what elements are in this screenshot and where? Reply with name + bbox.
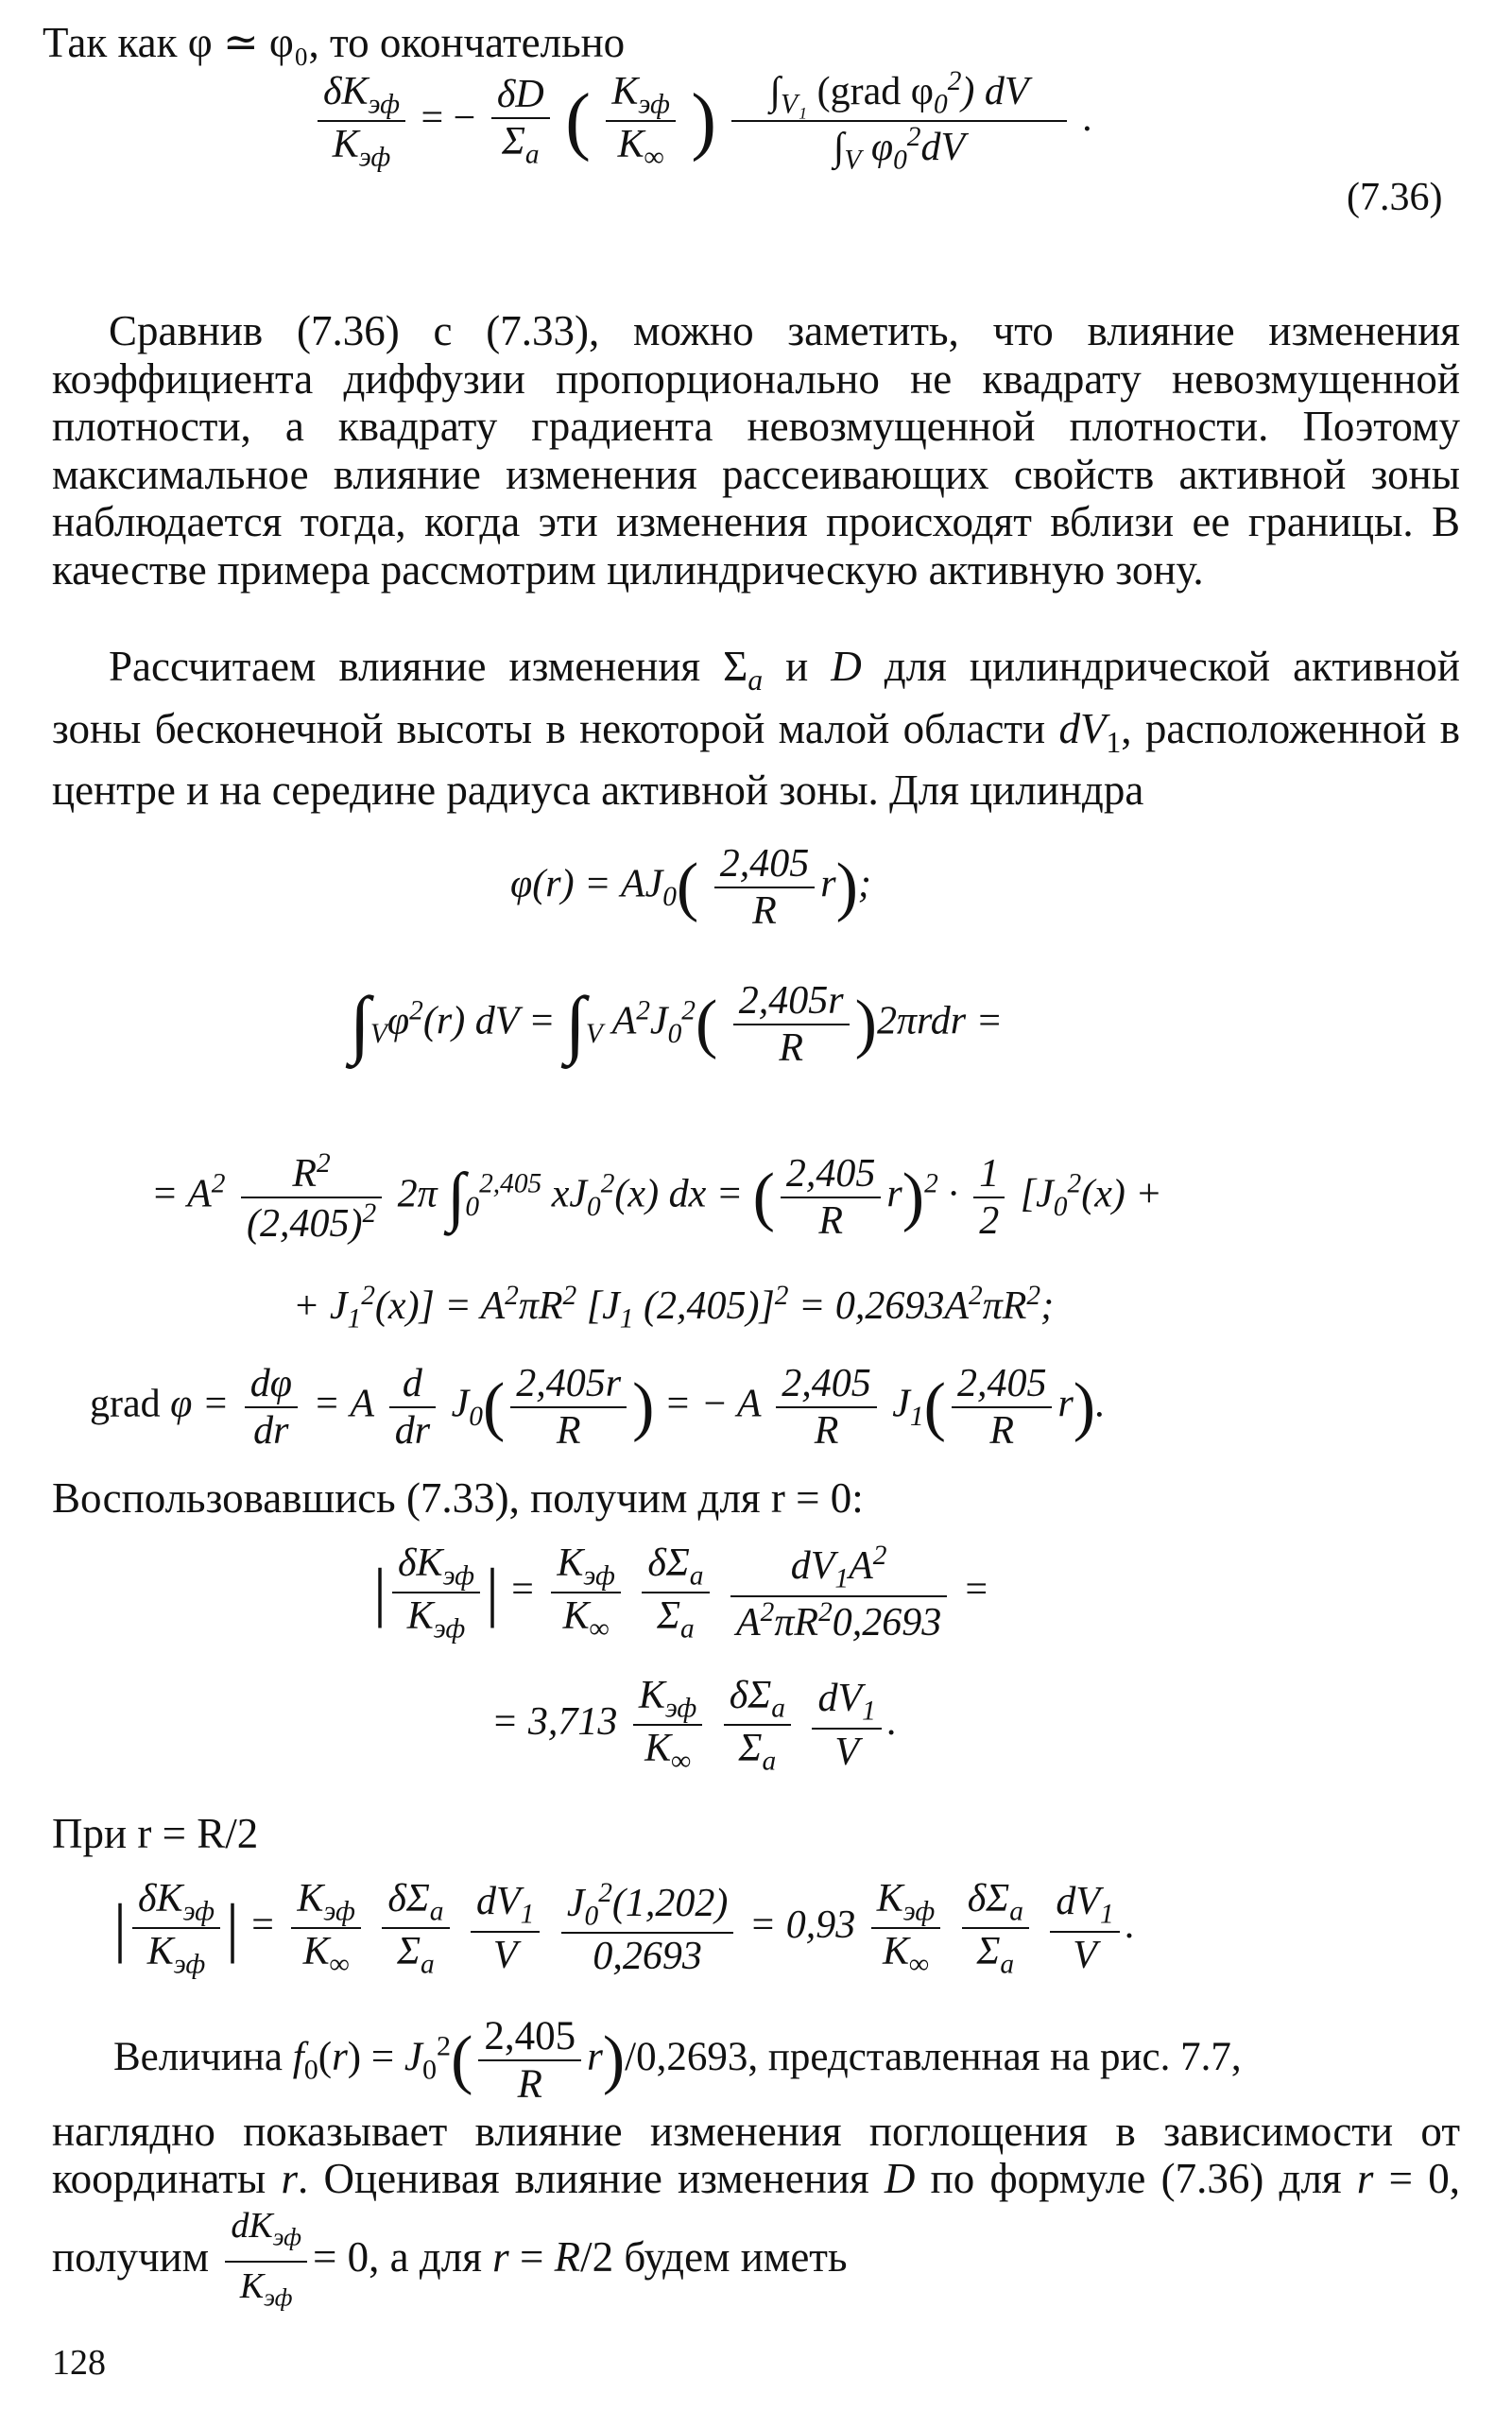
line-use: Воспользовавшись (7.33), получим для r = 0: bbox=[52, 1474, 864, 1522]
paragraph-1: Сравнив (7.36) с (7.33), можно заметить, что влияние изменения коэффициента диффузии пропорционально не квадрату невозмущенной плотности, а квадрату градиента невозмущенной плотности. Поэтому максимальное влияние изменения рассеивающих свойств активной зоны наблюдается тогда, когда эти изменения происходят вблизи ее границы. В качестве примера рассмотрим цилиндрическую активную зону. bbox=[52, 307, 1460, 594]
paragraph-2: Рассчитаем влияние изменения $\Sigma_a$ и D для цилиндрической активной зоны бесконечной высоты в некоторой малой области $dV_1$, расположенной в центре и на середине радиуса активной зоны. Для цилиндра bbox=[52, 643, 1460, 814]
equation-grad: grad φ = $\frac{d\varphi}{dr}$ = A $\frac{d}{dr}$ $J_0$( $\frac{2,405r}{R}$ ) = − A $\frac{2,405}{R}$ $J_1$( $\frac{2,405}{R}$ r). bbox=[90, 1362, 1106, 1453]
paragraph-3-line-1: Величина $f_0(r) = J_0^2$( $\frac{2,405}{R}$ r)/0,2693, представленная на рис. 7.7, bbox=[113, 2014, 1242, 2107]
equation-r0-a: | $\frac{\delta K_{эф}}{K_{эф}}$ | = $\frac{K_{эф}}{K_\infty}$ $\frac{\delta\Sigma_a}{\Sigma_a}$ $\frac{dV_1A^2}{A^2\pi R^20,2693}$ = bbox=[373, 1541, 990, 1645]
equation-r2: | $\frac{\delta K_{эф}}{K_{эф}}$ | = $\frac{K_{эф}}{K_\infty}$ $\frac{\delta\Sigma_a}{\Sigma_a}$ $\frac{dV_1}{V}$ $\frac{J_0^2(1,202)}{0,2693}$ = 0,93 $\frac{K_{эф}}{K_\infty}$ $\frac{\delta\Sigma_a}{\Sigma_a}$ $\frac{dV_1}{V}$ . bbox=[113, 1877, 1136, 1980]
equation-r0-b: = 3,713 $\frac{K_{эф}}{K_\infty}$ $\frac{\delta\Sigma_a}{\Sigma_a}$ $\frac{dV_1}{V}$ . bbox=[491, 1674, 898, 1777]
eq736-lhs: $\frac{\delta K_{эф}}{K_{эф}}$ bbox=[318, 69, 405, 174]
equation-phi: $\varphi(r) = AJ_0$( $\frac{2,405}{R}$ r); bbox=[510, 842, 871, 933]
equation-integral-3: + $J_1^2(x)] = A^2\pi R^2$ [$J_1$ $(2,405)]^2 = 0,2693A^2\pi R^2$; bbox=[293, 1281, 1055, 1335]
eq736-frac2: $\frac{K_{эф}}{K_\infty}$ bbox=[606, 69, 675, 174]
equation-7-36: $\frac{\delta K_{эф}}{K_{эф}}$ = − $\frac{\delta D}{\Sigma_a}$ ( $\frac{K_{эф}}{K_\infty}$ ) $\frac{\int_{V_1} (grad \varphi_0^2) dV}{\int_V \varphi_0^2dV}$ . bbox=[312, 66, 1092, 177]
intro-line: Так как φ ≃ φ₀, то окончательно bbox=[43, 19, 626, 66]
paragraph-3: наглядно показывает влияние изменения поглощения в зависимости от координаты r. Оценивая влияние изменения D по формуле (7.36) для r = 0, получим $\frac{dK_{эф}}{K_{эф}}$ = 0, а для r = R/2 будем иметь bbox=[52, 2108, 1460, 2312]
equation-number: (7.36) bbox=[1347, 176, 1443, 219]
page-number: 128 bbox=[52, 2343, 106, 2383]
eq736-frac1: $\frac{\delta D}{\Sigma_a}$ bbox=[491, 72, 550, 170]
equation-integral-1: $\int_V\varphi^2(r)$ dV = $\int_V$ $A^2J_0^2$( $\frac{2,405r}{R}$ )2πrdr = bbox=[350, 979, 1003, 1070]
eq736-frac3: $\frac{\int_{V_1} (grad \varphi_0^2) dV}{\int_V \varphi_0^2dV}$ bbox=[731, 66, 1066, 177]
equation-integral-2: = $A^2$ $\frac{R^2}{(2,405)^2}$ 2π $\int_0^{2,405}$ $xJ_0^2(x)$ dx = ( $\frac{2,405}{R}$ r)$^2$ · $\frac{1}{2}$ [$J_0^2(x)$ + bbox=[151, 1148, 1162, 1246]
line-r2: При r = R/2 bbox=[52, 1810, 259, 1857]
